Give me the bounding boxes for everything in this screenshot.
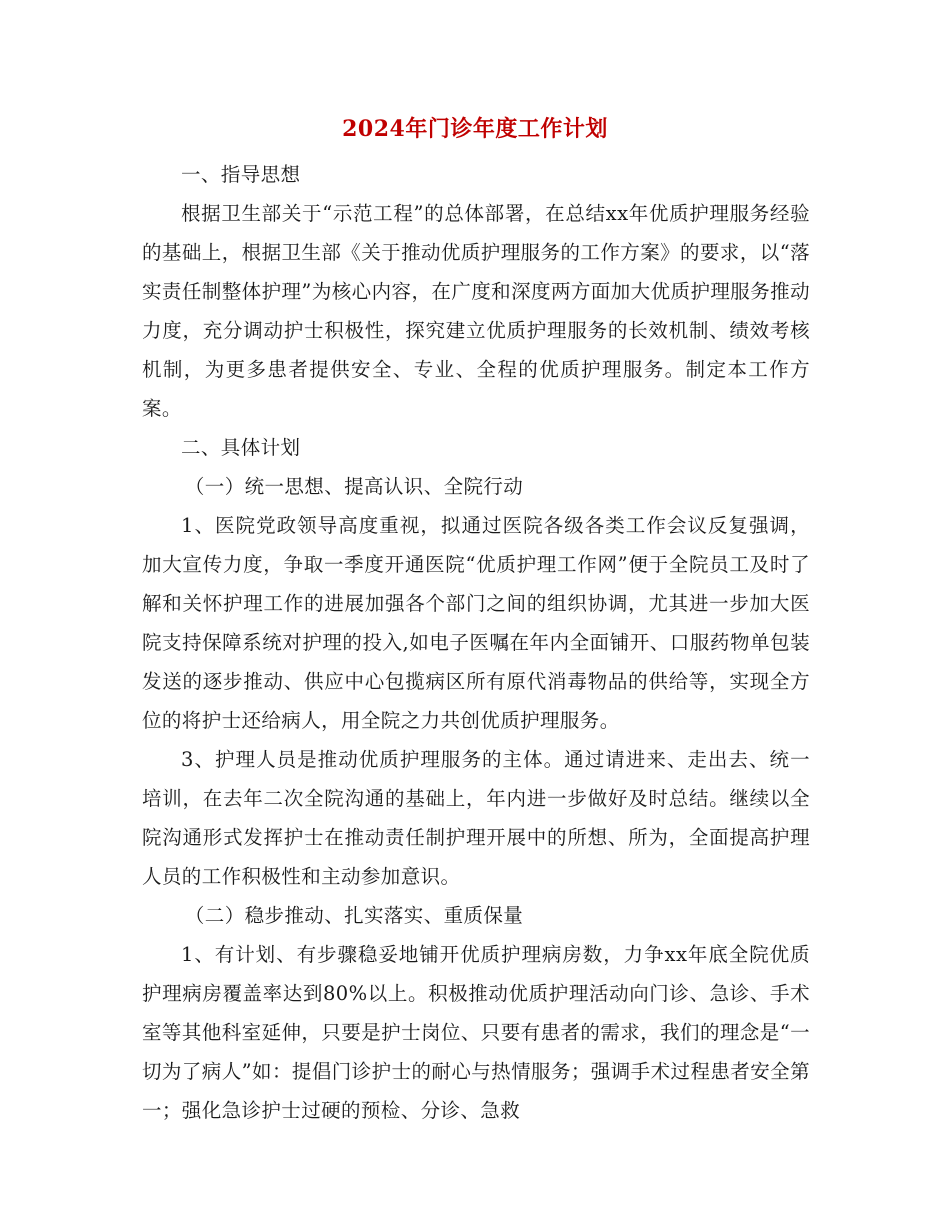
paragraph-guiding-ideology: 根据卫生部关于“示范工程”的总体部署，在总结xx年优质护理服务经验的基础上，根据卫生部《关于推动优质护理服务的工作方案》的要求，以“落实责任制整体护理”为核心内容，在广度和深度两方面加大优质护理服务推动力度，充分调动护士积极性，探究建立优质护理服务的长效机制、绩效考核机制，为更多患者提供安全、专业、全程的优质护理服务。制定本工作方案。 (142, 202, 810, 420)
document-title: 2024年门诊年度工作计划 (342, 116, 608, 142)
paragraph-item-1-leadership: 1、医院党政领导高度重视，拟通过医院各级各类工作会议反复强调，加大宣传力度，争取一季度开通医院“优质护理工作网”便于全院员工及时了解和关怀护理工作的进展加强各个部门之间的组织协调，尤其进一步加大医院支持保障系统对护理的投入,如电子医嘱在年内全面铺开、口服药物单包装发送的逐步推动、供应中心包揽病区所有原代消毒物品的供给等，实现全方位的将护士还给病人，用全院之力共创优质护理服务。 (142, 514, 810, 732)
subsection-heading-steady-progress: （二）稳步推动、扎实落实、重质保量 (184, 904, 524, 927)
document-body (142, 155, 810, 1130)
section-heading-specific-plan: 二、具体计划 (181, 436, 301, 459)
paragraph-item-3-nursing-staff: 3、护理人员是推动优质护理服务的主体。通过请进来、走出去、统一培训，在去年二次全院沟通的基础上，年内进一步做好及时总结。继续以全院沟通形式发挥护士在推动责任制护理开展中的所想、所为，全面提高护理人员的工作积极性和主动参加意识。 (142, 748, 810, 888)
subsection-heading-unify-thinking: （一）统一思想、提高认识、全院行动 (184, 475, 524, 498)
section-heading-guiding-ideology: 一、指导思想 (181, 163, 301, 186)
paragraph-item-1-ward-coverage: 1、有计划、有步骤稳妥地铺开优质护理病房数，力争xx年底全院优质护理病房覆盖率达到80%以上。积极推动优质护理活动向门诊、急诊、手术室等其他科室延伸，只要是护士岗位、只要有患者的需求，我们的理念是“一切为了病人”如：提倡门诊护士的耐心与热情服务；强调手术过程患者安全第一；强化急诊护士过硬的预检、分诊、急救 (142, 943, 810, 1122)
